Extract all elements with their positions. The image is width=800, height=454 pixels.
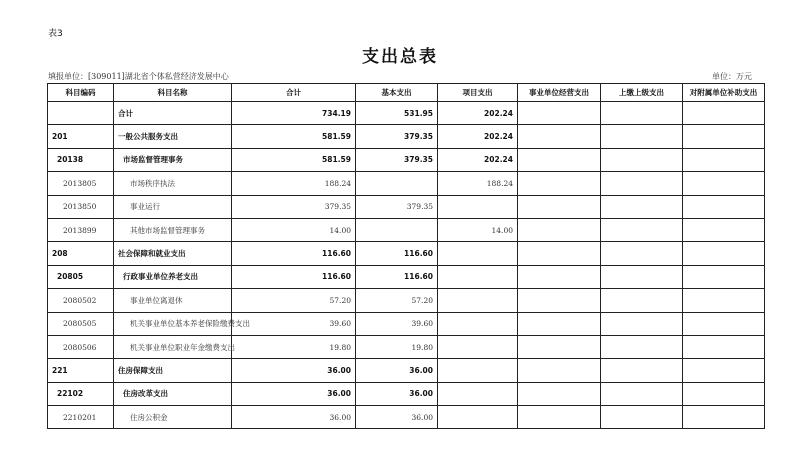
cell-project: 202.24 [438,102,518,125]
cell-basic: 57.20 [356,289,438,312]
cell-upper [601,148,683,171]
cell-subsidy [683,125,765,148]
cell-total: 581.59 [232,125,356,148]
cell-business [518,382,601,405]
cell-subsidy [683,265,765,288]
table-row [48,102,765,125]
col-header-code: 科目编码 [48,84,114,102]
cell-name: 市场监督管理事务 [114,148,232,171]
cell-basic [356,172,438,195]
col-header-basic: 基本支出 [356,84,438,102]
cell-basic: 39.60 [356,312,438,335]
page-title: 支出总表 [362,47,438,67]
cell-business [518,148,601,171]
cell-subsidy [683,312,765,335]
cell-code: 2013805 [48,172,114,195]
cell-total: 36.00 [232,382,356,405]
cell-subsidy [683,218,765,241]
cell-basic: 19.80 [356,335,438,358]
cell-code: 221 [48,359,114,382]
cell-name: 机关事业单位职业年金缴费支出 [114,335,232,358]
table-row [48,406,765,429]
cell-business [518,335,601,358]
currency-unit: 单位：万元 [712,72,752,81]
cell-code: 2080505 [48,312,114,335]
cell-project: 202.24 [438,148,518,171]
cell-project [438,406,518,429]
cell-name: 住房改革支出 [114,382,232,405]
cell-total: 581.59 [232,148,356,171]
cell-project [438,265,518,288]
cell-basic: 379.35 [356,195,438,218]
cell-subsidy [683,172,765,195]
cell-basic: 36.00 [356,359,438,382]
cell-name: 住房保障支出 [114,359,232,382]
cell-project: 202.24 [438,125,518,148]
cell-name: 住房公积金 [114,406,232,429]
cell-upper [601,289,683,312]
cell-subsidy [683,195,765,218]
cell-project [438,335,518,358]
table-row [48,195,765,218]
cell-code: 20805 [48,265,114,288]
cell-business [518,265,601,288]
cell-upper [601,382,683,405]
table-row [48,289,765,312]
cell-project [438,312,518,335]
col-header-upper: 上缴上级支出 [601,84,683,102]
cell-project [438,359,518,382]
cell-project [438,289,518,312]
cell-business [518,102,601,125]
cell-basic [356,218,438,241]
cell-code: 2080502 [48,289,114,312]
table-row [48,382,765,405]
col-header-name: 科目名称 [114,84,232,102]
reporting-unit: 填报单位：[309011]湖北省个体私营经济发展中心 [48,72,229,81]
cell-upper [601,359,683,382]
cell-subsidy [683,335,765,358]
table-body [48,102,765,429]
cell-subsidy [683,289,765,312]
cell-total: 188.24 [232,172,356,195]
cell-upper [601,172,683,195]
cell-code: 201 [48,125,114,148]
cell-upper [601,312,683,335]
cell-total: 379.35 [232,195,356,218]
cell-business [518,406,601,429]
cell-name: 社会保障和就业支出 [114,242,232,265]
cell-project [438,242,518,265]
table-row [48,335,765,358]
cell-code [48,102,114,125]
cell-project: 14.00 [438,218,518,241]
cell-code: 22102 [48,382,114,405]
cell-business [518,359,601,382]
table-row [48,125,765,148]
table-row [48,312,765,335]
cell-project: 188.24 [438,172,518,195]
cell-name: 行政事业单位养老支出 [114,265,232,288]
col-header-total: 合计 [232,84,356,102]
cell-business [518,218,601,241]
cell-total: 57.20 [232,289,356,312]
cell-total: 39.60 [232,312,356,335]
cell-total: 36.00 [232,406,356,429]
cell-upper [601,242,683,265]
table-header-row [48,84,765,102]
cell-upper [601,102,683,125]
cell-upper [601,125,683,148]
cell-basic: 116.60 [356,242,438,265]
cell-total: 116.60 [232,265,356,288]
cell-basic: 116.60 [356,265,438,288]
cell-upper [601,265,683,288]
cell-project [438,382,518,405]
cell-basic: 531.95 [356,102,438,125]
cell-code: 2080506 [48,335,114,358]
cell-basic: 36.00 [356,406,438,429]
cell-subsidy [683,242,765,265]
cell-business [518,125,601,148]
cell-subsidy [683,359,765,382]
table-row [48,242,765,265]
col-header-project: 项目支出 [438,84,518,102]
cell-business [518,195,601,218]
cell-name: 合计 [114,102,232,125]
table-row [48,148,765,171]
cell-total: 19.80 [232,335,356,358]
cell-business [518,172,601,195]
cell-business [518,289,601,312]
cell-total: 116.60 [232,242,356,265]
expenditure-table [47,83,765,429]
cell-code: 2013899 [48,218,114,241]
cell-business [518,242,601,265]
cell-code: 2210201 [48,406,114,429]
cell-subsidy [683,148,765,171]
table-row [48,265,765,288]
table-row [48,172,765,195]
cell-name: 事业单位离退休 [114,289,232,312]
cell-project [438,195,518,218]
cell-total: 36.00 [232,359,356,382]
cell-basic: 36.00 [356,382,438,405]
cell-upper [601,335,683,358]
cell-code: 20138 [48,148,114,171]
cell-business [518,312,601,335]
table-row [48,218,765,241]
cell-subsidy [683,102,765,125]
cell-name: 市场秩序执法 [114,172,232,195]
col-header-business: 事业单位经营支出 [518,84,601,102]
cell-name: 事业运行 [114,195,232,218]
cell-basic: 379.35 [356,125,438,148]
cell-name: 其他市场监督管理事务 [114,218,232,241]
cell-name: 机关事业单位基本养老保险缴费支出 [114,312,232,335]
cell-upper [601,406,683,429]
cell-subsidy [683,382,765,405]
cell-upper [601,218,683,241]
cell-code: 208 [48,242,114,265]
table-row [48,359,765,382]
col-header-subsidy: 对附属单位补助支出 [683,84,765,102]
cell-name: 一般公共服务支出 [114,125,232,148]
cell-subsidy [683,406,765,429]
cell-upper [601,195,683,218]
cell-total: 14.00 [232,218,356,241]
cell-basic: 379.35 [356,148,438,171]
cell-total: 734.19 [232,102,356,125]
table-number: 表3 [48,29,63,39]
cell-code: 2013850 [48,195,114,218]
